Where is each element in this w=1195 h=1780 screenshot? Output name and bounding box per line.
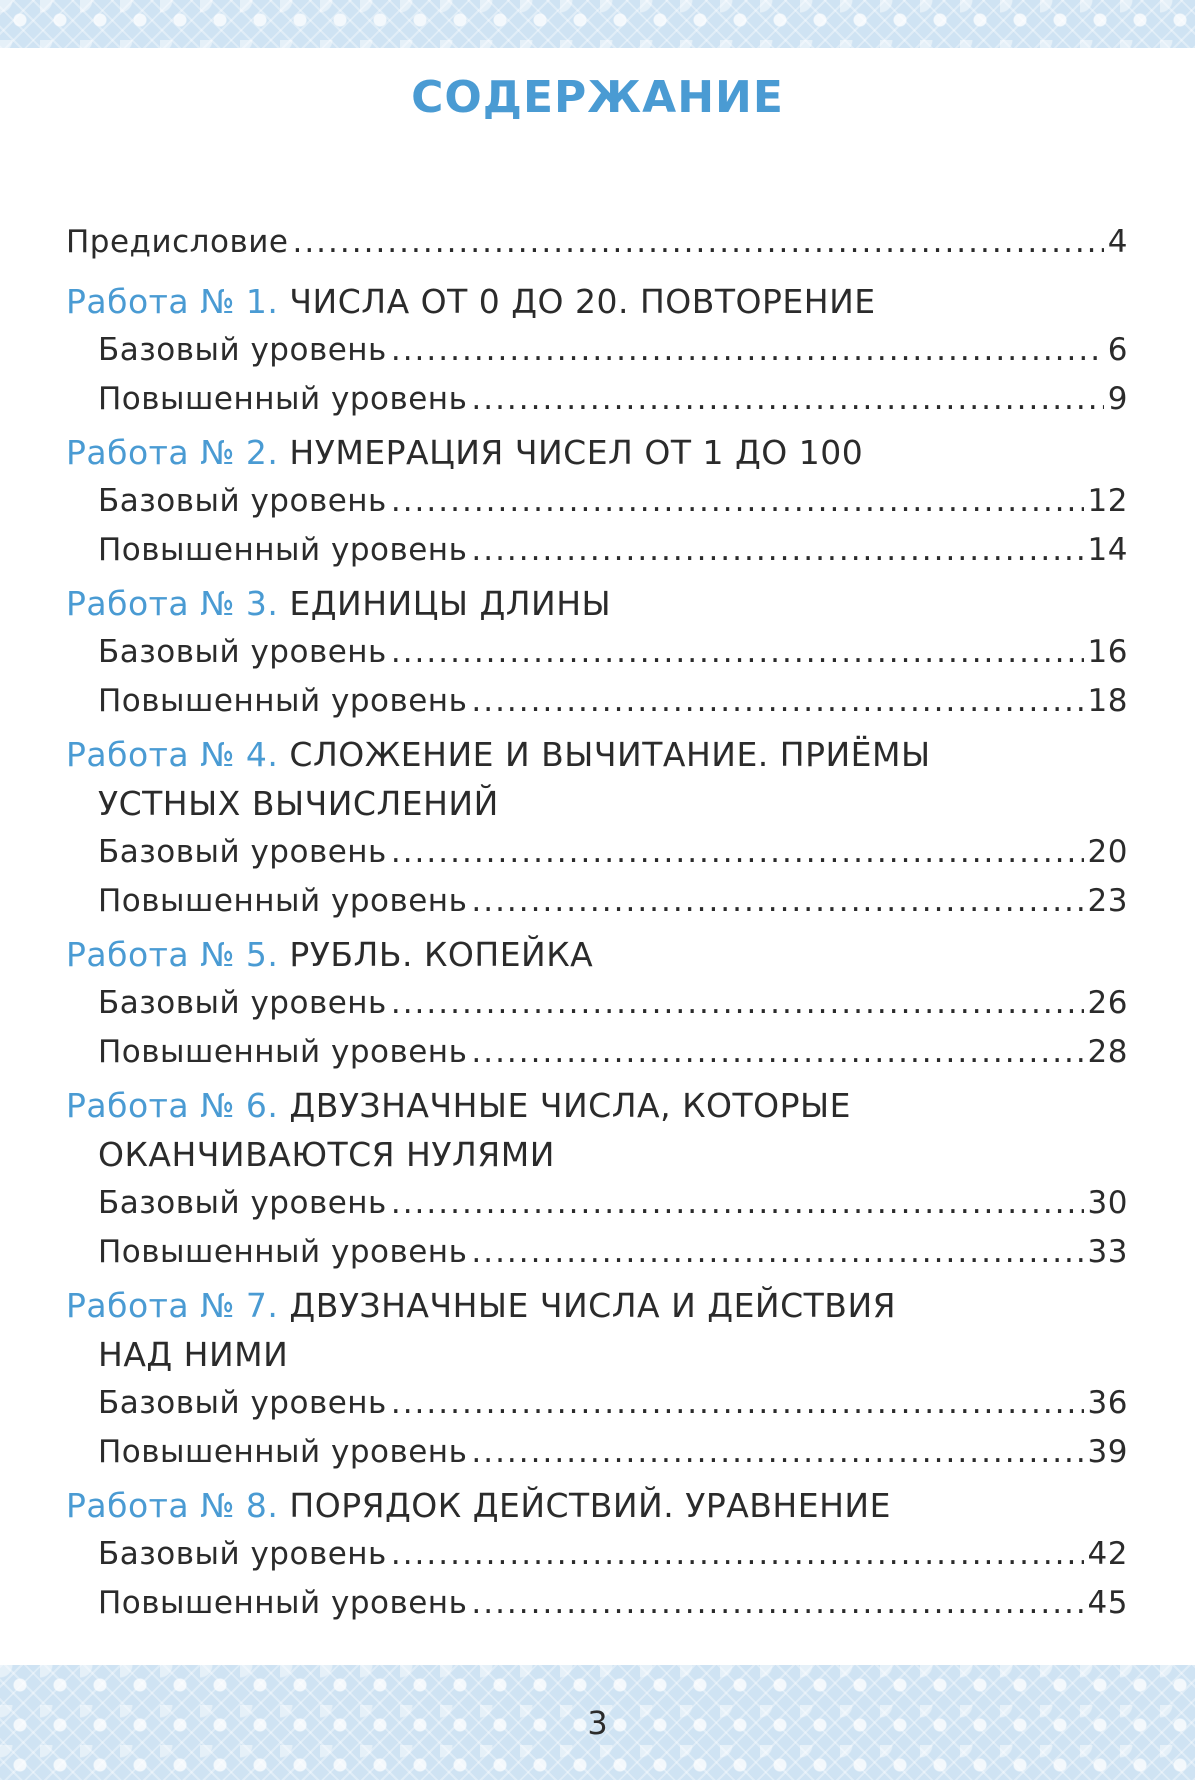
toc-entry-basic-level[interactable] <box>66 979 1128 1028</box>
toc-work-number: Работа № 4. <box>66 735 279 774</box>
toc-entry-page: 42 <box>1087 1536 1128 1572</box>
toc-leader-dots <box>471 375 1103 424</box>
page-title: СОДЕРЖАНИЕ <box>411 72 784 123</box>
toc-section-work-6 <box>66 1081 1128 1277</box>
toc-section-work-5 <box>66 930 1128 1077</box>
toc-entry-basic-level[interactable] <box>66 1379 1128 1428</box>
toc-work-title-continued: ОКАНЧИВАЮТСЯ НУЛЯМИ <box>98 1135 555 1174</box>
toc-work-title: РУБЛЬ. КОПЕЙКА <box>289 935 594 974</box>
toc-section-work-4 <box>66 730 1128 926</box>
toc-entry-page: 36 <box>1087 1385 1128 1421</box>
toc-work-title: ПОРЯДОК ДЕЙСТВИЙ. УРАВНЕНИЕ <box>289 1486 891 1525</box>
lace-border-top <box>0 0 1195 48</box>
toc-leader-dots <box>471 1228 1083 1277</box>
toc-entry-page: 4 <box>1107 224 1128 260</box>
toc-leader-dots <box>471 1428 1083 1477</box>
toc-section-work-1 <box>66 277 1128 424</box>
toc-entry-page: 18 <box>1087 683 1128 719</box>
toc-entry-advanced-level[interactable] <box>66 1028 1128 1077</box>
toc-section-work-3 <box>66 579 1128 726</box>
toc-entry-advanced-level[interactable] <box>66 1579 1128 1628</box>
toc-work-number: Работа № 8. <box>66 1486 279 1525</box>
toc-entry-page: 39 <box>1087 1434 1128 1470</box>
toc-work-heading[interactable] <box>66 428 1128 477</box>
toc-entry-page: 30 <box>1087 1185 1128 1221</box>
toc-work-number: Работа № 2. <box>66 433 279 472</box>
toc-work-heading[interactable] <box>66 1081 1128 1179</box>
toc-work-number: Работа № 6. <box>66 1086 279 1125</box>
toc-entry-page: 12 <box>1087 483 1128 519</box>
toc-work-number: Работа № 7. <box>66 1286 279 1325</box>
toc-entry-basic-level[interactable] <box>66 477 1128 526</box>
toc-work-title-continued: НАД НИМИ <box>98 1335 289 1374</box>
toc-entry-advanced-level[interactable] <box>66 677 1128 726</box>
toc-work-title: НУМЕРАЦИЯ ЧИСЕЛ ОТ 1 ДО 100 <box>289 433 864 472</box>
toc-entry-page: 23 <box>1087 883 1128 919</box>
toc-entry-page: 28 <box>1087 1034 1128 1070</box>
toc-entry-page: 33 <box>1087 1234 1128 1270</box>
toc-work-number: Работа № 1. <box>66 282 279 321</box>
toc-entry-basic-level[interactable] <box>66 828 1128 877</box>
toc-entry-page: 20 <box>1087 834 1128 870</box>
toc-section-work-8 <box>66 1481 1128 1628</box>
toc-work-heading[interactable] <box>66 579 1128 628</box>
toc-work-title: СЛОЖЕНИЕ И ВЫЧИТАНИЕ. ПРИЁМЫ <box>289 735 931 774</box>
page-number: 3 <box>587 1704 608 1742</box>
toc-entry-label: Повышенный уровень <box>98 883 468 919</box>
toc-entry-label: Базовый уровень <box>98 332 387 368</box>
toc-leader-dots <box>391 828 1084 877</box>
toc-leader-dots <box>471 1028 1083 1077</box>
toc-entry-page: 45 <box>1087 1585 1128 1621</box>
toc-entry-label: Базовый уровень <box>98 985 387 1021</box>
toc-entry-preface[interactable] <box>66 218 1128 267</box>
toc-work-heading[interactable] <box>66 930 1128 979</box>
toc-entry-label: Базовый уровень <box>98 634 387 670</box>
toc-leader-dots <box>471 526 1083 575</box>
toc-entry-page: 9 <box>1107 381 1128 417</box>
toc-entry-advanced-level[interactable] <box>66 877 1128 926</box>
toc-entry-label: Базовый уровень <box>98 483 387 519</box>
toc-entry-page: 26 <box>1087 985 1128 1021</box>
toc-entry-basic-level[interactable] <box>66 628 1128 677</box>
toc-entry-label: Повышенный уровень <box>98 683 468 719</box>
toc-entry-label: Повышенный уровень <box>98 532 468 568</box>
toc-leader-dots <box>391 628 1084 677</box>
toc-entry-basic-level[interactable] <box>66 1179 1128 1228</box>
toc-entry-basic-level[interactable] <box>66 326 1128 375</box>
toc-entry-label: Повышенный уровень <box>98 1034 468 1070</box>
works-list <box>66 277 1128 1628</box>
toc-entry-label: Повышенный уровень <box>98 1585 468 1621</box>
toc-leader-dots <box>471 877 1083 926</box>
toc-entry-label: Базовый уровень <box>98 1185 387 1221</box>
toc-leader-dots <box>391 1379 1084 1428</box>
toc-entry-label: Базовый уровень <box>98 1385 387 1421</box>
toc-entry-label: Повышенный уровень <box>98 1234 468 1270</box>
toc-entry-label: Повышенный уровень <box>98 1434 468 1470</box>
toc-entry-advanced-level[interactable] <box>66 1428 1128 1477</box>
table-of-contents <box>66 218 1128 1628</box>
toc-work-title: ЕДИНИЦЫ ДЛИНЫ <box>289 584 612 623</box>
toc-leader-dots <box>471 1579 1083 1628</box>
toc-leader-dots <box>391 1530 1084 1579</box>
toc-entry-advanced-level[interactable] <box>66 1228 1128 1277</box>
toc-work-title-continued: УСТНЫХ ВЫЧИСЛЕНИЙ <box>98 784 499 823</box>
toc-work-title: ДВУЗНАЧНЫЕ ЧИСЛА И ДЕЙСТВИЯ <box>289 1286 897 1325</box>
toc-entry-label: Предисловие <box>66 224 289 260</box>
toc-work-heading[interactable] <box>66 1481 1128 1530</box>
toc-leader-dots <box>391 979 1084 1028</box>
toc-leader-dots <box>471 677 1083 726</box>
toc-entry-basic-level[interactable] <box>66 1530 1128 1579</box>
toc-leader-dots <box>391 1179 1084 1228</box>
toc-work-number: Работа № 3. <box>66 584 279 623</box>
toc-work-number: Работа № 5. <box>66 935 279 974</box>
toc-work-title: ДВУЗНАЧНЫЕ ЧИСЛА, КОТОРЫЕ <box>289 1086 851 1125</box>
toc-entry-advanced-level[interactable] <box>66 375 1128 424</box>
toc-entry-advanced-level[interactable] <box>66 526 1128 575</box>
toc-entry-page: 16 <box>1087 634 1128 670</box>
toc-entry-page: 14 <box>1087 532 1128 568</box>
toc-entry-label: Базовый уровень <box>98 834 387 870</box>
toc-entry-label: Повышенный уровень <box>98 381 468 417</box>
toc-leader-dots <box>391 477 1084 526</box>
toc-section-work-2 <box>66 428 1128 575</box>
toc-work-heading[interactable] <box>66 1281 1128 1379</box>
toc-leader-dots <box>391 326 1104 375</box>
toc-entry-label: Базовый уровень <box>98 1536 387 1572</box>
toc-work-title: ЧИСЛА ОТ 0 ДО 20. ПОВТОРЕНИЕ <box>289 282 876 321</box>
toc-leader-dots <box>292 218 1103 267</box>
toc-work-heading[interactable] <box>66 277 1128 326</box>
toc-work-heading[interactable] <box>66 730 1128 828</box>
toc-section-work-7 <box>66 1281 1128 1477</box>
toc-entry-page: 6 <box>1107 332 1128 368</box>
